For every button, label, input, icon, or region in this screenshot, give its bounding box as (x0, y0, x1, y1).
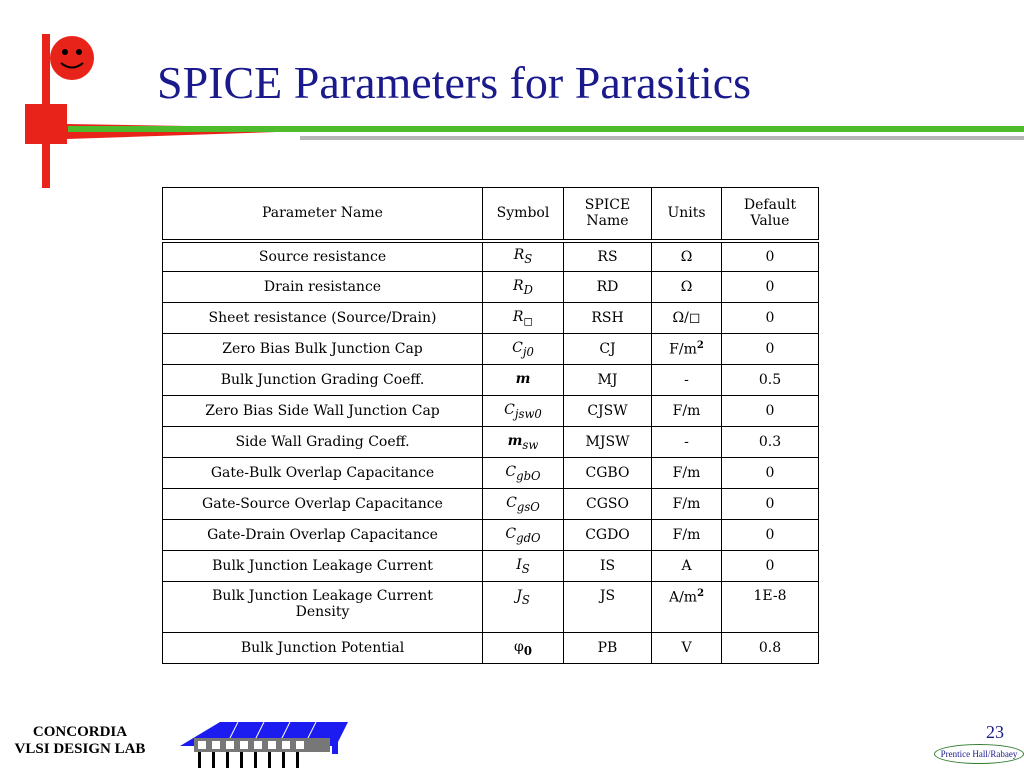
param-units: F/m (652, 489, 722, 520)
table-row (163, 551, 819, 582)
chip-logo-icon (176, 716, 356, 768)
param-name: Gate-Source Overlap Capacitance (163, 489, 483, 520)
param-spice-name: CGDO (564, 520, 652, 551)
param-name: Drain resistance (163, 272, 483, 303)
publisher-badge: Prentice Hall/Rabaey (934, 744, 1024, 764)
param-default: 0 (722, 458, 819, 489)
param-default: 0 (722, 272, 819, 303)
header-symbol: Symbol (483, 188, 564, 241)
param-name: Sheet resistance (Source/Drain) (163, 303, 483, 334)
param-spice-name: RSH (564, 303, 652, 334)
table-row (163, 303, 819, 334)
param-spice-name: CJSW (564, 396, 652, 427)
param-default: 0 (722, 551, 819, 582)
param-symbol: $R_D$ (483, 272, 564, 303)
param-default: 0 (722, 303, 819, 334)
param-units: - (652, 427, 722, 458)
header-units: Units (652, 188, 722, 241)
param-name: Bulk Junction Leakage Current (163, 551, 483, 582)
param-spice-name: RS (564, 241, 652, 272)
param-units: F/m (652, 520, 722, 551)
param-default: 1E-8 (722, 582, 819, 633)
param-name: Gate-Drain Overlap Capacitance (163, 520, 483, 551)
param-spice-name: CGBO (564, 458, 652, 489)
param-symbol: $C_{gbO}$ (483, 458, 564, 489)
param-name: Source resistance (163, 241, 483, 272)
param-default: 0 (722, 334, 819, 365)
param-units: $A/m^2$ (652, 582, 722, 633)
param-spice-name: IS (564, 551, 652, 582)
param-symbol: $C_{gdO}$ (483, 520, 564, 551)
table-row (163, 520, 819, 551)
param-units: Ω (652, 272, 722, 303)
param-symbol: $J_S$ (483, 582, 564, 633)
param-default: 0.3 (722, 427, 819, 458)
param-name: Bulk Junction Leakage Current Density (163, 582, 483, 633)
param-name: Side Wall Grading Coeff. (163, 427, 483, 458)
param-units: F/m (652, 458, 722, 489)
param-spice-name: CJ (564, 334, 652, 365)
param-symbol: $R_◻$ (483, 303, 564, 334)
table-row (163, 582, 819, 633)
param-spice-name: CGSO (564, 489, 652, 520)
header-parameter-name: Parameter Name (163, 188, 483, 241)
param-symbol: m (483, 365, 564, 396)
table-header-row (163, 188, 819, 241)
param-name: Bulk Junction Grading Coeff. (163, 365, 483, 396)
param-units: - (652, 365, 722, 396)
slide-title: SPICE Parameters for Parasitics (157, 57, 752, 108)
page-number: 23 (986, 722, 1004, 742)
param-units: $F/m^2$ (652, 334, 722, 365)
table-row (163, 633, 819, 664)
lab-name: CONCORDIA VLSI DESIGN LAB (14, 724, 146, 757)
table-row (163, 365, 819, 396)
param-default: 0 (722, 396, 819, 427)
param-symbol: $R_S$ (483, 241, 564, 272)
param-default: 0 (722, 241, 819, 272)
param-default: 0 (722, 520, 819, 551)
param-spice-name: MJ (564, 365, 652, 396)
table-row (163, 334, 819, 365)
table-row (163, 241, 819, 272)
table-row (163, 489, 819, 520)
param-symbol: $\varphi_0$ (483, 633, 564, 664)
param-name: Zero Bias Bulk Junction Cap (163, 334, 483, 365)
table-row (163, 272, 819, 303)
param-default: 0 (722, 489, 819, 520)
table-row (163, 458, 819, 489)
param-symbol: $C_{j0}$ (483, 334, 564, 365)
param-default: 0.5 (722, 365, 819, 396)
title-underline-green (68, 126, 1024, 132)
param-default: 0.8 (722, 633, 819, 664)
param-units: Ω (652, 241, 722, 272)
param-name: Gate-Bulk Overlap Capacitance (163, 458, 483, 489)
param-spice-name: JS (564, 582, 652, 633)
param-symbol: $m_{sw}$ (483, 427, 564, 458)
spice-parameters-table (162, 187, 819, 664)
param-symbol: $C_{jsw0}$ (483, 396, 564, 427)
header-default-value: Default Value (722, 188, 819, 241)
title-underline-gray (300, 136, 1024, 140)
table-row (163, 396, 819, 427)
smiley-face-icon (50, 36, 94, 80)
param-units: Ω/◻ (652, 303, 722, 334)
param-units: A (652, 551, 722, 582)
flag-square (25, 104, 67, 144)
param-spice-name: RD (564, 272, 652, 303)
param-name: Zero Bias Side Wall Junction Cap (163, 396, 483, 427)
param-symbol: $C_{gsO}$ (483, 489, 564, 520)
table-row (163, 427, 819, 458)
param-units: F/m (652, 396, 722, 427)
header-spice-name: SPICE Name (564, 188, 652, 241)
param-units: V (652, 633, 722, 664)
param-name: Bulk Junction Potential (163, 633, 483, 664)
param-spice-name: PB (564, 633, 652, 664)
param-symbol: $I_S$ (483, 551, 564, 582)
param-spice-name: MJSW (564, 427, 652, 458)
